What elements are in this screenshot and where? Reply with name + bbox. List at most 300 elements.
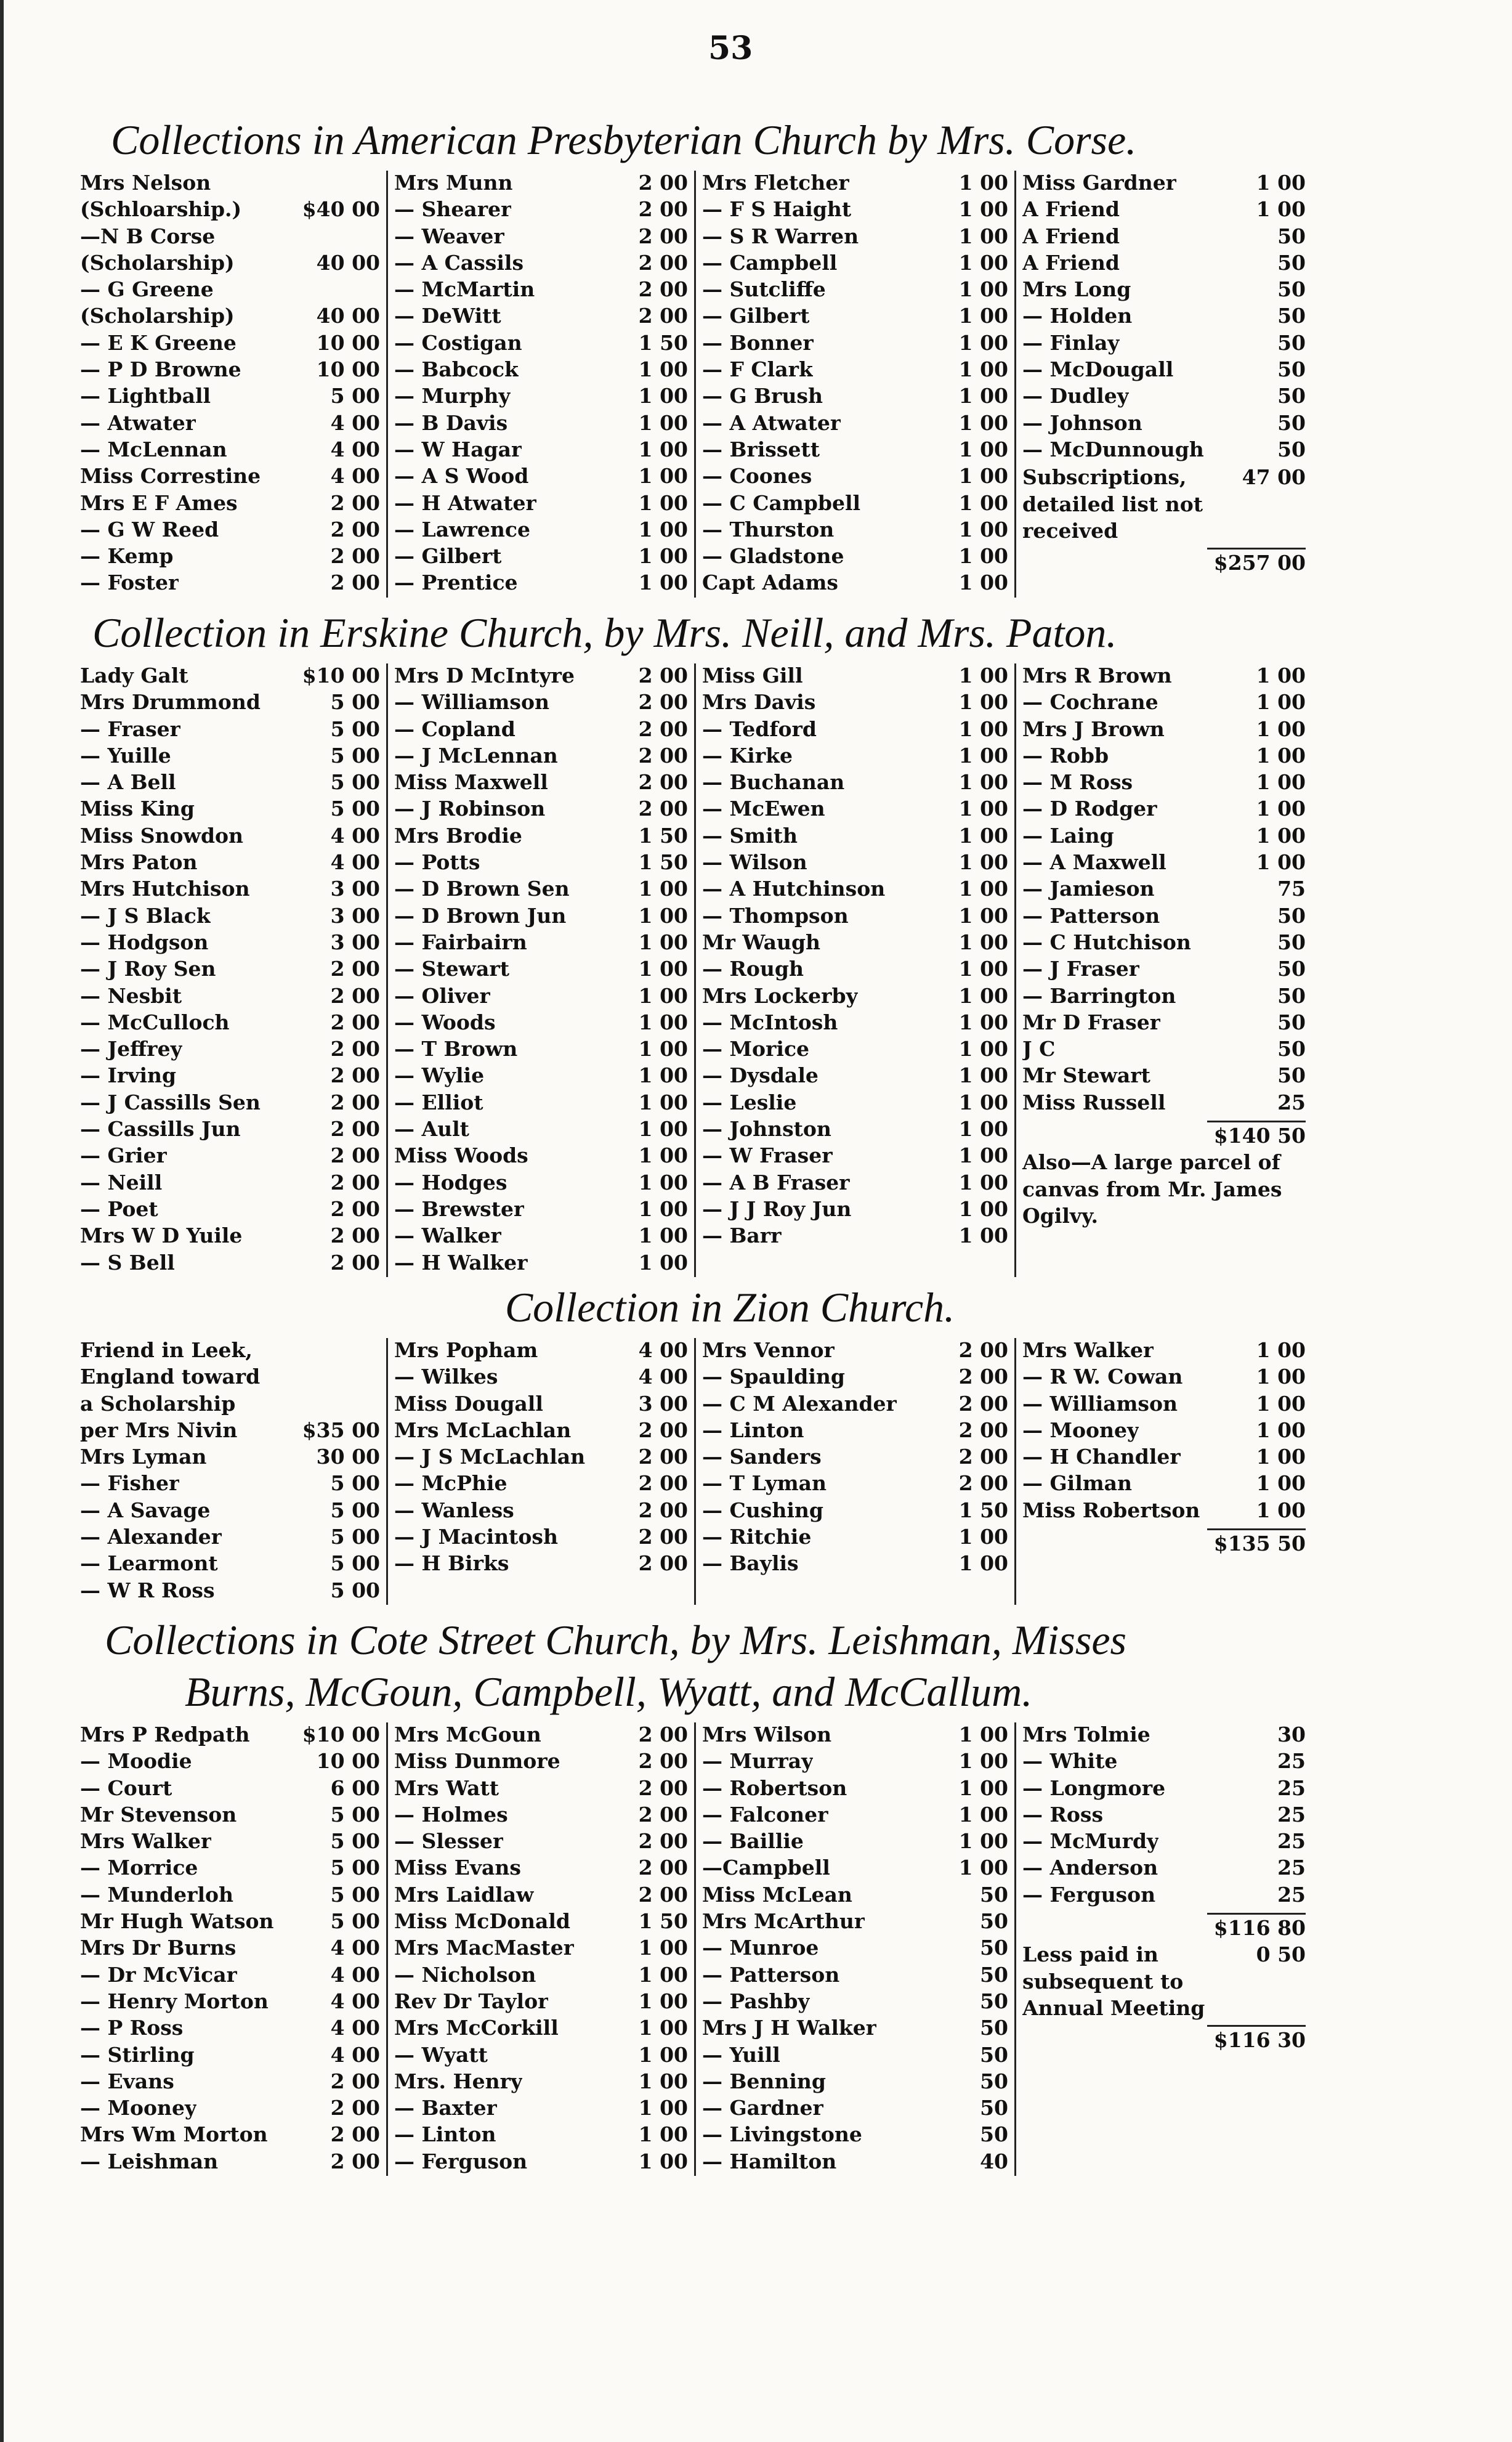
page-edge-line: [0, 0, 4, 2442]
contributor-row: [394, 491, 688, 517]
note-row: [1022, 1941, 1306, 2021]
contributor-row: [1022, 663, 1306, 690]
contribution-amount: 2 00: [638, 770, 688, 795]
contributor-name: — Atwater: [80, 410, 196, 435]
contributor-name: — Jamieson: [1022, 877, 1155, 901]
contribution-amount: 1 00: [638, 1037, 688, 1061]
contributor-name: — Johnston: [702, 1117, 831, 1142]
contributor-row: [394, 663, 688, 690]
contribution-amount: 1 00: [1256, 1418, 1306, 1442]
contributor-name: — Fraser: [80, 716, 181, 741]
contributor-name: — W Fraser: [702, 1143, 833, 1168]
contribution-amount: 50: [1277, 930, 1306, 954]
contributor-row: [702, 304, 1008, 330]
contributor-name: — Smith: [702, 823, 798, 848]
contribution-amount: 1 00: [638, 384, 688, 408]
contributor-name: — J S McLachlan: [394, 1445, 586, 1469]
contribution-amount: 1 00: [958, 171, 1008, 195]
contribution-amount: 2 00: [638, 1882, 688, 1907]
column-1: [74, 663, 388, 1277]
contributor-name: — Munroe: [702, 1936, 819, 1960]
contribution-amount: 1 00: [638, 410, 688, 435]
contributor-name: — R W. Cowan: [1022, 1365, 1183, 1389]
contributor-row: [394, 197, 688, 224]
contributor-row: [702, 1418, 1008, 1445]
contributor-row: [1022, 1090, 1306, 1117]
contribution-amount: 1 00: [958, 930, 1008, 954]
contributor-row: [702, 1963, 1008, 1989]
contributor-name: — A Atwater: [702, 410, 841, 435]
contribution-amount: 1 00: [958, 490, 1008, 515]
contribution-amount: 2 00: [638, 690, 688, 715]
contribution-amount: 1 00: [958, 716, 1008, 741]
contribution-amount: 1 00: [1256, 1471, 1306, 1496]
contribution-amount: 1 00: [638, 1063, 688, 1088]
contributor-row: [394, 1749, 688, 1775]
contribution-amount: 1 00: [958, 1525, 1008, 1549]
contributor-name: Rev Dr Taylor: [394, 1989, 549, 2013]
contributor-name: — Holden: [1022, 304, 1133, 328]
contributor-row: [702, 517, 1008, 544]
contributor-name: Mrs J H Walker: [702, 2016, 877, 2040]
contributor-name: — Shearer: [394, 197, 512, 222]
contribution-amount: 1 00: [638, 2069, 688, 2093]
contribution-amount: 50: [1277, 304, 1306, 328]
contribution-amount: 4 00: [330, 1962, 380, 1987]
contributor-name: — E K Greene: [80, 330, 237, 355]
contribution-amount: 4 00: [638, 1338, 688, 1362]
contributor-name: — Stewart: [394, 957, 509, 981]
contributor-name: — Munderloh: [80, 1882, 233, 1907]
contribution-amount: 1 00: [638, 1170, 688, 1195]
contributor-row: [394, 437, 688, 464]
contributor-name: Mrs Wilson: [702, 1722, 832, 1746]
contributor-row: [80, 1251, 380, 1277]
contributor-name: — McCulloch: [80, 1010, 230, 1034]
contribution-amount: 2 00: [638, 797, 688, 821]
contribution-amount: 25: [1277, 1090, 1306, 1114]
contributor-name: Mrs Watt: [394, 1775, 499, 1800]
contributor-name: Mrs P Redpath: [80, 1722, 250, 1746]
contributor-row: [702, 1989, 1008, 2016]
contributor-row: [394, 1936, 688, 1962]
contributor-name: — Dudley: [1022, 384, 1129, 408]
contributor-row: [702, 957, 1008, 983]
contributor-row: [80, 1883, 380, 1909]
contributor-row: [80, 1117, 380, 1143]
contribution-amount: 3 00: [330, 903, 380, 928]
contribution-amount: 1 00: [958, 1063, 1008, 1088]
contributor-name: — Sanders: [702, 1445, 822, 1469]
contributor-row: [394, 2069, 688, 2096]
contributor-row: [394, 930, 688, 957]
contributor-row: [80, 1090, 380, 1117]
contribution-amount: 2 00: [638, 1802, 688, 1827]
contribution-amount: 2 00: [638, 171, 688, 195]
contributor-name: Mrs E F Ames: [80, 490, 238, 515]
contributor-row: [80, 770, 380, 797]
contributor-row: [702, 411, 1008, 437]
contribution-amount: 1 00: [638, 957, 688, 981]
contributor-name: — Alexander: [80, 1525, 222, 1549]
contributor-row: [702, 850, 1008, 877]
contributor-row: [1022, 1445, 1306, 1471]
contributor-name: — Slesser: [394, 1829, 504, 1854]
contributor-name: (Schloarship.): [80, 197, 242, 222]
contribution-amount: 4 00: [330, 823, 380, 848]
contributor-row: [80, 1551, 380, 1578]
contribution-amount: 1 00: [638, 877, 688, 901]
contribution-amount: 1 00: [1256, 770, 1306, 795]
contribution-amount: 50: [1277, 1010, 1306, 1034]
contributor-row: [1022, 744, 1306, 770]
contributor-name: — A Maxwell: [1022, 850, 1166, 875]
contribution-amount: 1 00: [958, 983, 1008, 1008]
contributor-name: — Gladstone: [702, 544, 844, 569]
contributor-name: Mrs McGoun: [394, 1722, 541, 1746]
column-3: [696, 663, 1016, 1277]
contribution-amount: 25: [1277, 1829, 1306, 1854]
contribution-amount: 2 00: [638, 250, 688, 275]
contribution-amount: 1 00: [638, 1962, 688, 1987]
contribution-amount: 1 00: [1256, 716, 1306, 741]
contributor-row: [702, 1063, 1008, 1090]
contributor-row: [80, 1037, 380, 1063]
contributor-row: [1022, 1722, 1306, 1749]
contribution-amount: 1 00: [958, 330, 1008, 355]
contributor-name: — McMartin: [394, 277, 535, 302]
contributor-name: Mrs Walker: [80, 1829, 212, 1854]
contributor-name: — Evans: [80, 2069, 174, 2093]
contribution-amount: 1 00: [638, 490, 688, 515]
contribution-amount: 1 00: [958, 1829, 1008, 1854]
contribution-amount: 1 00: [638, 517, 688, 542]
contributor-row: [394, 1143, 688, 1170]
contributor-row: [1022, 251, 1306, 277]
contribution-columns: [74, 1722, 1386, 2176]
contribution-amount: 1 00: [958, 1551, 1008, 1576]
contribution-amount: 1 00: [958, 224, 1008, 248]
contribution-amount: 50: [980, 1936, 1008, 1960]
contributor-row: [80, 1365, 380, 1391]
note-amount: 47 00: [1242, 465, 1306, 490]
contributor-name: Miss McDonald: [394, 1909, 570, 1934]
contribution-amount: 2 00: [330, 517, 380, 542]
contributor-name: — Lightball: [80, 384, 211, 408]
section-title-continued: Burns, McGoun, Campbell, Wyatt, and McCallum.: [185, 1668, 1033, 1715]
contribution-amount: 4 00: [330, 464, 380, 489]
contribution-amount: 50: [1277, 1037, 1306, 1061]
contributor-row: [394, 1909, 688, 1936]
contributor-name: — Baxter: [394, 2096, 498, 2120]
contribution-amount: 3 00: [330, 930, 380, 954]
contributor-row: [80, 2016, 380, 2042]
contributor-name: — Livingstone: [702, 2122, 862, 2147]
contributor-name: — C Hutchison: [1022, 930, 1191, 954]
section-title: Collection in Zion Church.: [504, 1284, 955, 1331]
contributor-name: Mr Stevenson: [80, 1802, 237, 1827]
contributor-row: [702, 1498, 1008, 1525]
contributor-row: [80, 1197, 380, 1223]
contributor-name: — Thurston: [702, 517, 835, 542]
contribution-amount: 2 00: [638, 1525, 688, 1549]
contributor-name: — Campbell: [702, 250, 838, 275]
contributor-row: [702, 1392, 1008, 1418]
contributor-name: — Ault: [394, 1117, 469, 1142]
contribution-amount: 1 00: [958, 410, 1008, 435]
contributor-name: — Dysdale: [702, 1063, 819, 1088]
contributor-row: [80, 1989, 380, 2016]
contribution-amount: 1 00: [958, 770, 1008, 795]
contributor-name: — Laing: [1022, 823, 1114, 848]
contribution-columns: [74, 663, 1386, 1277]
contributor-row: [394, 2016, 688, 2042]
contributor-row: [394, 690, 688, 716]
contributor-row: [80, 517, 380, 544]
contributor-row: [394, 770, 688, 797]
contribution-amount: 1 00: [958, 877, 1008, 901]
column-2: [388, 1338, 696, 1605]
note-text: Subscriptions, detailed list not received: [1022, 465, 1203, 543]
contribution-amount: 4 00: [330, 1989, 380, 2013]
contribution-amount: 2 00: [958, 1338, 1008, 1362]
section-title: Collections in Cote Street Church, by Mrs. Leishman, Misses: [105, 1617, 1126, 1663]
contribution-amount: 2 00: [330, 490, 380, 515]
contribution-amount: 1 00: [958, 384, 1008, 408]
contributor-row: [80, 1749, 380, 1775]
contributor-name: — Grier: [80, 1143, 167, 1168]
contributor-row: [702, 904, 1008, 930]
contributor-row: [1022, 1010, 1306, 1037]
contributor-row: [1022, 957, 1306, 983]
contribution-amount: 50: [1277, 410, 1306, 435]
contributor-name: — A Savage: [80, 1498, 211, 1522]
contributor-name: a Scholarship: [80, 1391, 236, 1416]
contributor-row: [394, 384, 688, 410]
contributor-row: [702, 877, 1008, 903]
contributor-name: Mrs Wm Morton: [80, 2122, 268, 2147]
contributor-name: — A S Wood: [394, 464, 529, 489]
contribution-amount: 2 00: [330, 2069, 380, 2093]
contribution-amount: 10 00: [316, 1749, 380, 1774]
contributor-row: [80, 464, 380, 490]
contributor-name: — McDougall: [1022, 357, 1174, 382]
contribution-amount: 2 00: [638, 197, 688, 222]
contributor-name: — Wyatt: [394, 2042, 488, 2067]
contributor-row: [394, 1223, 688, 1250]
contribution-amount: 2 00: [638, 277, 688, 302]
contributor-name: — Jeffrey: [80, 1037, 182, 1061]
contributor-row: [80, 1803, 380, 1829]
contributor-name: — H Atwater: [394, 490, 536, 515]
contributor-row: [1022, 1498, 1306, 1525]
contributor-row: [394, 357, 688, 384]
contributor-name: — Fisher: [80, 1471, 180, 1496]
contributor-name: Friend in Leek,: [80, 1338, 253, 1362]
contributor-row: [702, 1722, 1008, 1749]
contributor-row: [394, 984, 688, 1010]
contributor-row: [394, 517, 688, 544]
contributor-name: — Henry Morton: [80, 1989, 269, 2013]
contributor-name: — Potts: [394, 850, 480, 875]
contributor-row: [1022, 1037, 1306, 1063]
contributor-name: — White: [1022, 1749, 1118, 1774]
contributor-row: [702, 1936, 1008, 1962]
contribution-amount: 30 00: [316, 1445, 380, 1469]
contribution-amount: 1 00: [1256, 850, 1306, 875]
contributor-name: — G W Reed: [80, 517, 219, 542]
column-4: [1016, 171, 1312, 598]
contributor-row: [702, 1170, 1008, 1197]
contributor-row: [1022, 331, 1306, 357]
contribution-amount: 1 00: [958, 823, 1008, 848]
contributor-row: [702, 770, 1008, 797]
contributor-row: [80, 1063, 380, 1090]
contribution-amount: 50: [980, 1882, 1008, 1907]
contributor-row: [702, 570, 1008, 597]
contributor-row: [702, 2016, 1008, 2042]
contributor-row: [1022, 717, 1306, 744]
contribution-amount: 5 00: [330, 1471, 380, 1496]
contributor-name: Miss Snowdon: [80, 823, 244, 848]
contribution-amount: 2 00: [638, 224, 688, 248]
contribution-amount: 1 00: [638, 1143, 688, 1168]
contributor-row: [1022, 904, 1306, 930]
contribution-amount: 1 00: [1256, 1445, 1306, 1469]
contributor-row: [80, 877, 380, 903]
contribution-amount: 5 00: [330, 384, 380, 408]
contributor-name: — C Campbell: [702, 490, 861, 515]
contributor-row: [394, 411, 688, 437]
contributor-row: [394, 744, 688, 770]
contribution-amount: 5 00: [330, 1909, 380, 1934]
contribution-amount: 1 00: [958, 1196, 1008, 1221]
contributor-row: [80, 1143, 380, 1170]
section-cote-street-church: [74, 1614, 1386, 2176]
contributor-row: [80, 331, 380, 357]
contributor-name: — Cochrane: [1022, 690, 1158, 715]
contributor-row: [394, 877, 688, 903]
contributor-row: [394, 1803, 688, 1829]
contributor-name: Miss Maxwell: [394, 770, 548, 795]
contribution-amount: 2 00: [330, 1010, 380, 1034]
contributor-name: Mrs Drummond: [80, 690, 261, 715]
contribution-amount: 1 00: [958, 663, 1008, 688]
contributor-name: (Scholarship): [80, 250, 235, 275]
column-1: [74, 1338, 388, 1605]
contributor-name: Miss Dunmore: [394, 1749, 560, 1774]
contributor-name: J C: [1022, 1037, 1056, 1061]
contribution-amount: 2 00: [330, 2149, 380, 2173]
contributor-row: [80, 1909, 380, 1936]
contribution-amount: 2 00: [330, 1196, 380, 1221]
contributor-name: (Scholarship): [80, 304, 235, 328]
contribution-amount: 3 00: [638, 1391, 688, 1416]
contributor-row: [394, 331, 688, 357]
contributor-row: [394, 464, 688, 490]
contributor-row: [702, 1525, 1008, 1551]
contributor-row: [80, 2096, 380, 2122]
contributor-name: — Buchanan: [702, 770, 845, 795]
contribution-amount: 1 00: [1256, 1391, 1306, 1416]
contributor-name: — Woods: [394, 1010, 496, 1034]
contributor-name: — J Macintosh: [394, 1525, 558, 1549]
contributor-row: [702, 2096, 1008, 2122]
contribution-amount: 50: [1277, 330, 1306, 355]
contributor-name: — Cassills Jun: [80, 1117, 241, 1142]
contribution-amount: 50: [1277, 983, 1306, 1008]
contributor-name: Miss Russell: [1022, 1090, 1166, 1114]
contribution-amount: 1 00: [638, 544, 688, 569]
contributor-name: — Foster: [80, 570, 179, 595]
contribution-amount: 1 00: [958, 1090, 1008, 1114]
contributor-name: — Hodgson: [80, 930, 209, 954]
contribution-amount: 50: [1277, 384, 1306, 408]
contribution-amount: 50: [1277, 224, 1306, 248]
contribution-amount: 2 00: [638, 1551, 688, 1576]
section-title: Collections in American Presbyterian Church by Mrs. Corse.: [111, 116, 1137, 163]
contributor-row: [80, 1936, 380, 1962]
contribution-amount: 1 00: [958, 743, 1008, 768]
contribution-amount: 1 00: [638, 1223, 688, 1248]
contributor-name: — Benning: [702, 2069, 826, 2093]
contributor-row: [1022, 770, 1306, 797]
contributor-name: — Cushing: [702, 1498, 823, 1522]
contributor-name: Mr D Fraser: [1022, 1010, 1161, 1034]
contributor-row: [80, 171, 380, 197]
contributor-row: [80, 1223, 380, 1250]
contributor-name: — W R Ross: [80, 1578, 215, 1602]
contributor-name: — W Hagar: [394, 437, 522, 461]
contributor-name: — Lawrence: [394, 517, 530, 542]
contribution-amount: 1 00: [1256, 1498, 1306, 1522]
contribution-amount: 2 00: [330, 570, 380, 595]
contributor-name: Miss Dougall: [394, 1391, 543, 1416]
contributor-name: Miss Robertson: [1022, 1498, 1200, 1522]
contributor-row: [394, 1525, 688, 1551]
contributor-name: — Anderson: [1022, 1856, 1158, 1880]
contributor-name: Mrs McLachlan: [394, 1418, 572, 1442]
column-3: [696, 1338, 1016, 1605]
contributor-name: — H Walker: [394, 1250, 528, 1275]
contribution-amount: 2 00: [330, 1250, 380, 1275]
contribution-amount: 2 00: [638, 1775, 688, 1800]
contributor-name: — McMurdy: [1022, 1829, 1159, 1854]
contributor-row: [80, 984, 380, 1010]
contributor-name: Mrs Hutchison: [80, 877, 250, 901]
contribution-amount: 1 00: [958, 197, 1008, 222]
contributor-row: [1022, 224, 1306, 251]
contributor-row: [394, 1037, 688, 1063]
contributor-name: — D Brown Sen: [394, 877, 570, 901]
contributor-row: [1022, 384, 1306, 410]
contributor-row: [702, 251, 1008, 277]
contribution-amount: 4 00: [330, 437, 380, 461]
contributor-row: [1022, 1471, 1306, 1498]
section-title: Collection in Erskine Church, by Mrs. Neill, and Mrs. Paton.: [92, 609, 1117, 656]
contributor-row: [394, 1883, 688, 1909]
contribution-amount: 50: [1277, 1063, 1306, 1088]
contributor-row: [394, 277, 688, 304]
contribution-amount: 2 00: [330, 957, 380, 981]
contributor-row: [1022, 304, 1306, 330]
contribution-amount: 40: [980, 2149, 1008, 2173]
contribution-amount: 1 00: [1256, 690, 1306, 715]
contributor-row: [394, 2122, 688, 2149]
contributor-row: [80, 2069, 380, 2096]
contributor-row: [702, 824, 1008, 850]
contribution-amount: 50: [980, 1989, 1008, 2013]
